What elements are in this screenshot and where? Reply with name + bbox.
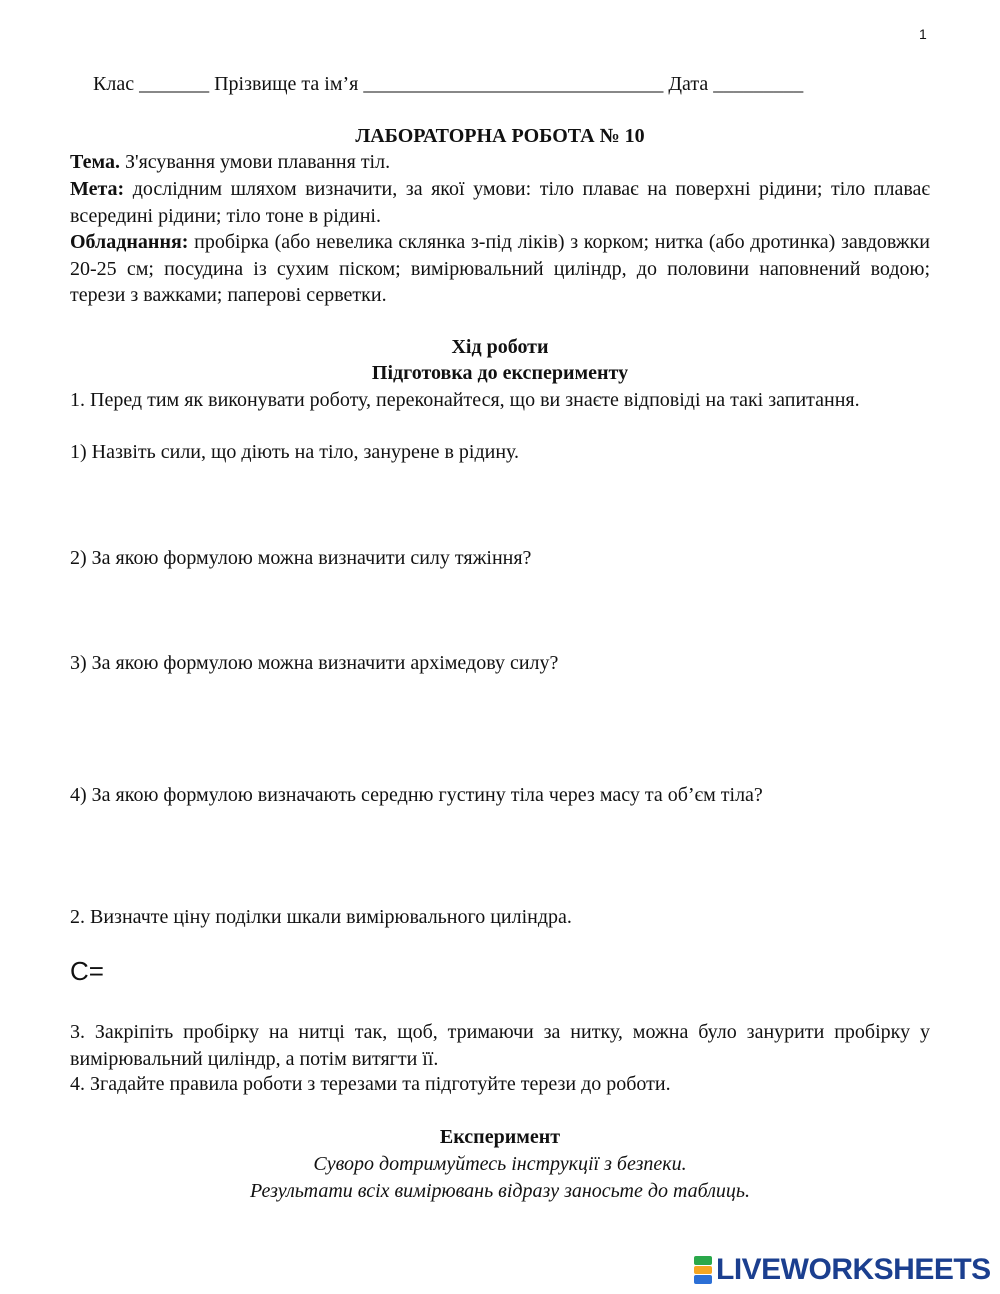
liveworksheets-logo [694, 1253, 991, 1287]
topic-paragraph [70, 149, 930, 176]
class-blank[interactable]: _______ [139, 73, 210, 95]
class-label: Клас [93, 73, 135, 95]
topic-label: Тема. [70, 151, 120, 173]
step-3: 3. Закріпіть пробірку на нитці так, щоб, тримаючи за нитку, можна було занурити пробірку у вимірювальний циліндр, а потім витягти її. [70, 1021, 930, 1070]
question-2: 2) За якою формулою можна визначити силу тяжіння? [70, 547, 532, 569]
date-blank[interactable]: _________ [713, 73, 804, 95]
date-label: Дата [668, 73, 709, 95]
name-label: Прізвище та ім’я [214, 73, 359, 95]
procedure-heading: Хід роботи [451, 336, 549, 358]
step-2: 2. Визначте ціну поділки шкали вимірювального циліндра. [70, 906, 572, 928]
equipment-text: пробірка (або невелика склянка з-під ліків) з корком; нитка (або дротинка) завдовжки 20-25 см; посудина із сухим піском; вимірювальний циліндр, до половини наповнений водою; терези з важками; паперові серветки. [70, 231, 930, 306]
equipment-label: Обладнання: [70, 231, 189, 253]
goal-text: дослідним шляхом визначити, за якої умови: тіло плаває на поверхні рідини; тіло плаває всередині рідини; тіло тоне в рідині. [70, 178, 930, 227]
liveworksheets-logo-text: LIVEWORKSHEETS [716, 1253, 991, 1286]
question-4: 4) За якою формулою визначають середню густину тіла через масу та об’єм тіла? [70, 784, 763, 806]
goal-label: Мета: [70, 178, 125, 200]
c-formula-label: C= [70, 956, 104, 986]
step-4: 4. Згадайте правила роботи з терезами та підготуйте терези до роботи. [70, 1073, 671, 1095]
results-note: Результати всіх вимірювань відразу заносьте до таблиць. [249, 1180, 751, 1202]
safety-note: Суворо дотримуйтесь інструкції з безпеки. [313, 1153, 687, 1175]
prep-heading: Підготовка до експерименту [371, 362, 629, 384]
header-line [93, 71, 803, 98]
step-1-intro: 1. Перед тим як виконувати роботу, переконайтеся, що ви знаєте відповіді на такі запитання. [70, 389, 860, 411]
liveworksheets-logo-icon [694, 1256, 712, 1284]
page-number: 1 [919, 26, 927, 42]
topic-text: З'ясування умови плавання тіл. [119, 151, 391, 173]
experiment-heading: Експеримент [439, 1126, 561, 1148]
document-title: ЛАБОРАТОРНА РОБОТА № 10 [355, 125, 645, 147]
equipment-paragraph [70, 229, 930, 309]
name-blank[interactable]: ______________________________ [363, 73, 664, 95]
question-3: 3) За якою формулою можна визначити архімедову силу? [70, 652, 559, 674]
question-1: 1) Назвіть сили, що діють на тіло, занурене в рідину. [70, 441, 520, 463]
goal-paragraph [70, 176, 930, 229]
